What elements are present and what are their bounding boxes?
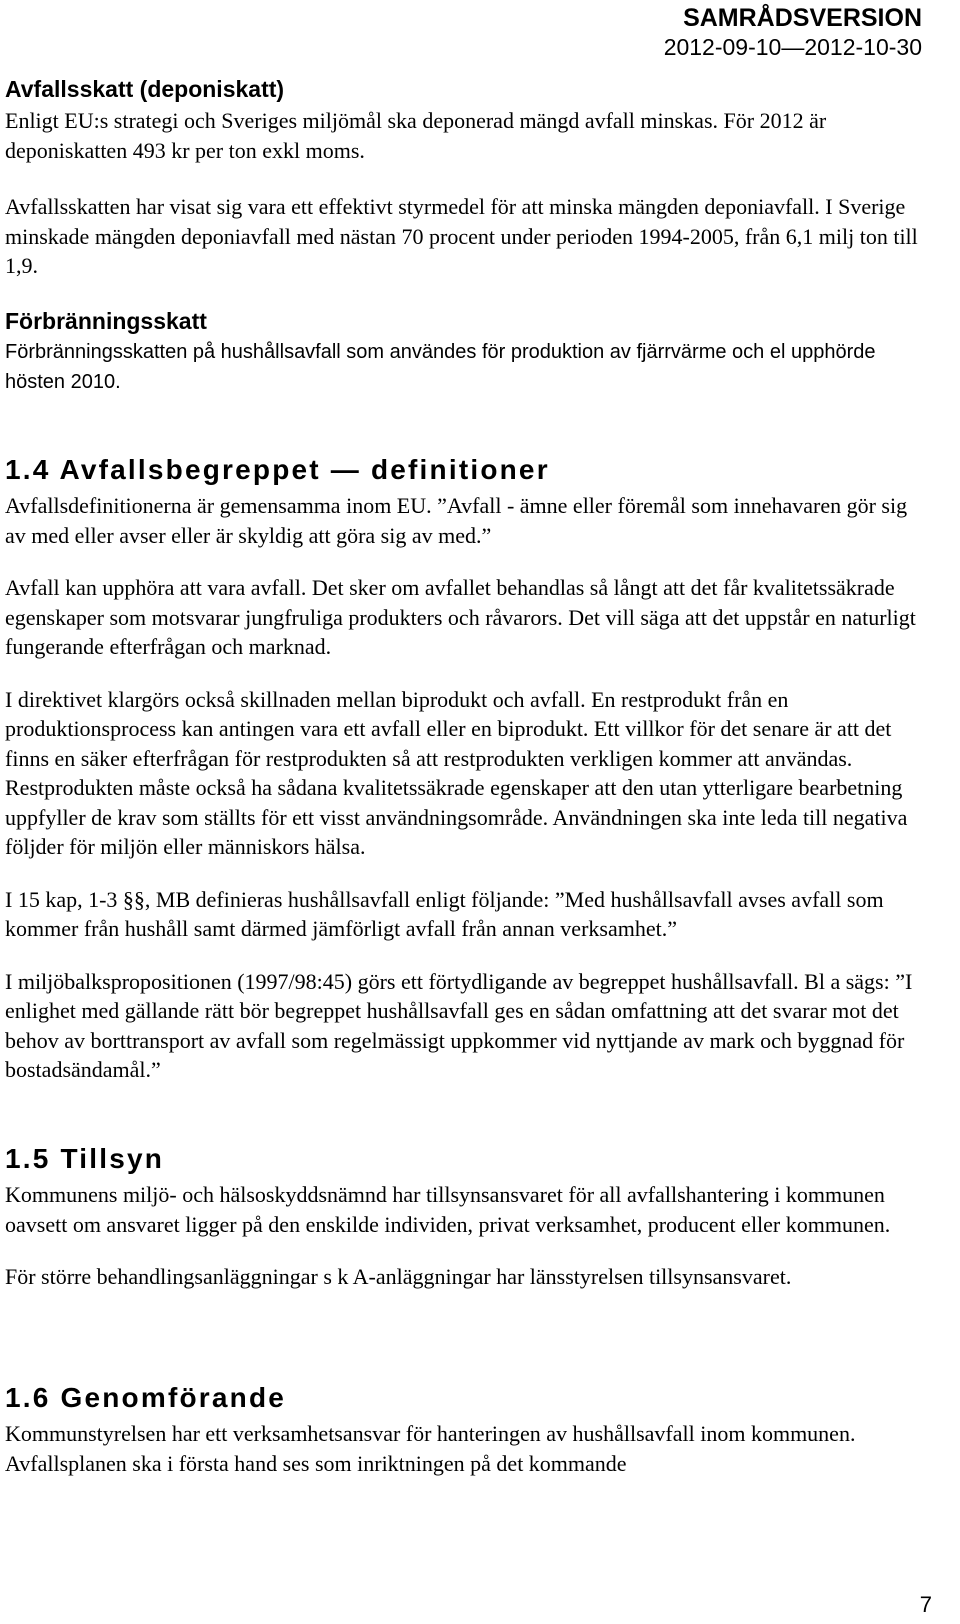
heading-1-4: 1.4 Avfallsbegreppet — definitioner	[5, 454, 550, 485]
page-number: 7	[919, 1592, 932, 1617]
heading-1-6: 1.6 Genomförande	[5, 1382, 287, 1413]
paragraph: Avfallsdefinitionerna är gemensamma inom EU. ”Avfall - ämne eller föremål som innehavaren gör sig av med eller avser eller är skyldig att göra sig av med.”	[5, 493, 908, 548]
section-forbranning	[5, 306, 930, 397]
heading-forbranning: Förbränningsskatt	[5, 308, 207, 334]
consultation-dates: 2012-09-10—2012-10-30	[663, 34, 922, 60]
paragraph: Avfall kan upphöra att vara avfall. Det sker om avfallet behandlas så långt att det får kvalitetssäkrade egenskaper som motsvarar jungfruliga produkters och råvarors. Det vill säga att det uppstår en naturligt fungerande efterfrågan och marknad.	[5, 575, 916, 659]
section-deponiskatt	[5, 74, 930, 281]
paragraph: Kommunstyrelsen har ett verksamhetsansvar för hanteringen av hushållsavfall inom kommunen. Avfallsplanen ska i första hand ses som inriktningen på det kommande	[5, 1421, 856, 1476]
paragraph: För större behandlingsanläggningar s k A-anläggningar har länsstyrelsen tillsynsansvaret.	[5, 1264, 792, 1289]
paragraph: Enligt EU:s strategi och Sveriges miljömål ska deponerad mängd avfall minskas. För 2012 är deponiskatten 493 kr per ton exkl moms.	[5, 108, 827, 163]
heading-deponiskatt: Avfallsskatt (deponiskatt)	[5, 76, 285, 102]
heading-1-5: 1.5 Tillsyn	[5, 1143, 165, 1174]
page-header	[664, 4, 922, 62]
section-1-6	[5, 1381, 930, 1478]
version-label: SAMRÅDSVERSION	[683, 4, 922, 32]
section-1-5	[5, 1142, 930, 1292]
paragraph: Avfallsskatten har visat sig vara ett effektivt styrmedel för att minska mängden deponiavfall. I Sverige minskade mängden deponiavfall med nästan 70 procent under perioden 1994-2005, från 6,1 milj ton till 1,9.	[5, 194, 918, 278]
paragraph: Förbränningsskatten på hushållsavfall som användes för produktion av fjärrvärme och el upphörde hösten 2010.	[5, 341, 876, 393]
section-1-4	[5, 453, 930, 1085]
paragraph: I miljöbalkspropositionen (1997/98:45) görs ett förtydligande av begreppet hushållsavfall. Bl a sägs: ”I enlighet med gällande rätt bör begreppet hushållsavfall ges en sådan omfattning att det svarar mot det behov av borttransport av avfall som regelmässigt uppkommer vid nyttjande av mark och byggnad för bostadsändamål.”	[5, 968, 913, 1082]
paragraph: I direktivet klargörs också skillnaden mellan biprodukt och avfall. En restprodukt från en produktionsprocess kan antingen vara ett avfall eller en biprodukt. Ett villkor för det senare är att det finns en säker efterfrågan för restprodukten så att restprodukten verkligen kommer att användas. Restprodukten måste också ha sådana kvalitetssäkrade egenskaper att den utan ytterligare bearbetning uppfyller de krav som ställts för ett visst användningsområde. Användningen ska inte leda till negativa följder för miljön eller människors hälsa.	[5, 686, 908, 859]
paragraph: Kommunens miljö- och hälsoskyddsnämnd har tillsynsansvaret för all avfallshantering i kommunen oavsett om ansvaret ligger på den enskilde individen, privat verksamhet, producent eller kommunen.	[5, 1182, 891, 1237]
paragraph: I 15 kap, 1-3 §§, MB definieras hushållsavfall enligt följande: ”Med hushållsavfall avses avfall som kommer från hushåll samt därmed jämförligt avfall från annan verksamhet.”	[5, 886, 884, 941]
